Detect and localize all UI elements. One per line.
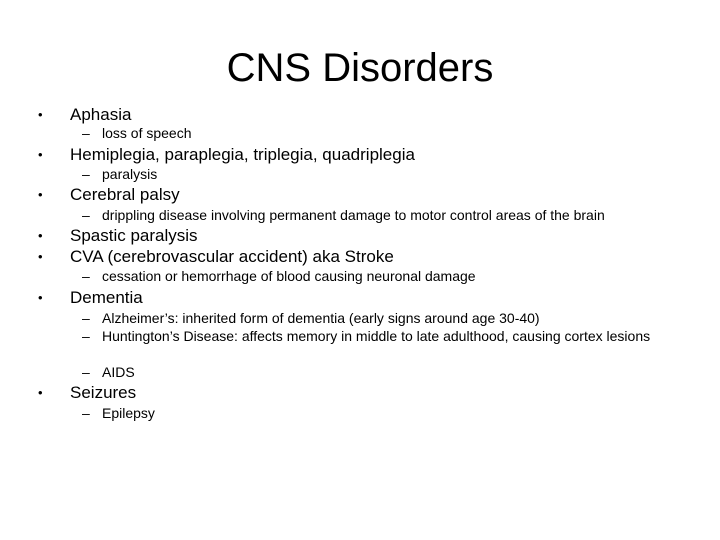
bullet-marker: • <box>38 385 43 400</box>
bullet-text: Spastic paralysis <box>70 226 198 245</box>
dash-marker: – <box>82 125 90 141</box>
bullet-marker: • <box>38 187 43 202</box>
sub-bullet-text: paralysis <box>102 166 158 182</box>
dash-marker: – <box>82 166 90 182</box>
bullet-text: Dementia <box>70 288 143 307</box>
sub-bullet-text: Huntington’s Disease: affects memory in middle to late adulthood, causing cortex lesions <box>102 328 651 344</box>
sub-bullet-text: cessation or hemorrhage of blood causing neuronal damage <box>102 268 476 284</box>
sub-bullet-text: drippling disease involving permanent damage to motor control areas of the brain <box>102 207 605 223</box>
bullet-marker: • <box>38 107 43 122</box>
bullet-marker: • <box>38 249 43 264</box>
dash-marker: – <box>82 268 90 284</box>
bullet-marker: • <box>38 228 43 243</box>
bullet-text: Cerebral palsy <box>70 185 180 204</box>
bullet-text: Aphasia <box>70 105 132 124</box>
dash-marker: – <box>82 207 90 223</box>
sub-bullet-text: AIDS <box>102 364 135 380</box>
bullet-marker: • <box>38 147 43 162</box>
dash-marker: – <box>82 405 90 421</box>
sub-bullet-text: Alzheimer’s: inherited form of dementia (early signs around age 30-40) <box>102 310 540 326</box>
sub-bullet-text: loss of speech <box>102 125 192 141</box>
bullet-text: Seizures <box>70 383 137 402</box>
dash-marker: – <box>82 364 90 380</box>
bullet-marker: • <box>38 290 43 305</box>
bullet-text: CVA (cerebrovascular accident) aka Stroke <box>70 247 394 266</box>
bullet-text: Hemiplegia, paraplegia, triplegia, quadriplegia <box>70 145 415 164</box>
dash-marker: – <box>82 328 90 344</box>
sub-bullet-text: Epilepsy <box>102 405 155 421</box>
dash-marker: – <box>82 310 90 326</box>
slide-title: CNS Disorders <box>226 46 494 90</box>
